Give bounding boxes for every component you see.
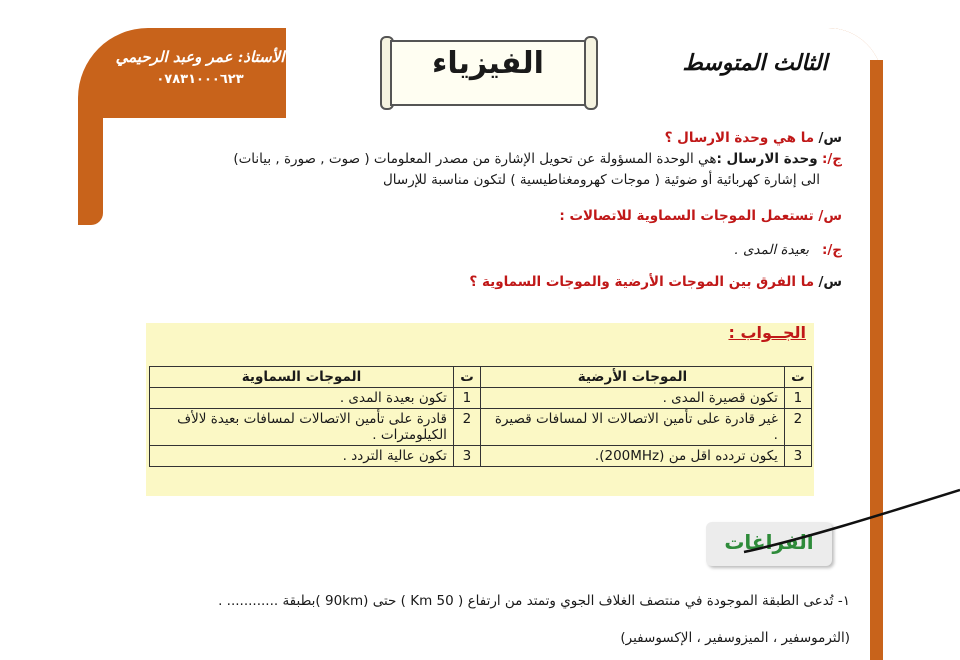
- row-3-num-1: 3: [784, 446, 811, 467]
- row-1-num-1: 1: [784, 388, 811, 409]
- question-3-prefix: س/: [818, 274, 842, 290]
- question-3-text: ما الفرق بين الموجات الأرضية والموجات السماوية ؟: [469, 274, 815, 290]
- row-1-sky: تكون بعيدة المدى .: [150, 388, 454, 409]
- row-3-num-2: 3: [453, 446, 480, 467]
- answer-1-text-1: هي الوحدة المسؤولة عن تحويل الإشارة من مصدر المعلومات ( صوت , صورة , بيانات): [233, 151, 717, 167]
- header-sky-waves: الموجات السماوية: [150, 367, 454, 388]
- answer-2-text: بعيدة المدى .: [734, 242, 810, 258]
- teacher-phone: ٠٧٨٣١٠٠٠٦٢٣: [156, 72, 244, 87]
- header-num-2: ت: [453, 367, 480, 388]
- header-num-1: ت: [784, 367, 811, 388]
- answer-1-term: وحدة الارسال :: [716, 151, 818, 167]
- question-1-text: ما هي وحدة الارسال ؟: [664, 130, 815, 146]
- row-2-ground: غير قادرة على تأمين الاتصالات الا لمسافات قصيرة .: [481, 409, 785, 446]
- teacher-name: الأستاذ: عمر وعبد الرحيمي: [115, 48, 285, 66]
- subject-title: الفيزياء: [432, 46, 544, 81]
- answer-1-line-2: الى إشارة كهربائية أو ضوئية ( موجات كهرومغناطيسية ) لتكون مناسبة للإرسال: [382, 172, 820, 188]
- blank-item-1-options: (الثرموسفير ، الميزوسفير ، الإكسوسفير): [620, 630, 850, 646]
- blanks-title: الفراغات: [724, 530, 814, 554]
- pen-stroke-line: [744, 490, 960, 552]
- answer-2-prefix: ج/:: [821, 242, 842, 258]
- row-3-ground: يكون تردده اقل من (200MHz).: [481, 446, 785, 467]
- blank-item-1: ١- تُدعى الطبقة الموجودة في منتصف الغلاف الجوي وتمتد من ارتفاع ( 50 Km ) حتى (90km )بطبقة ............ .: [218, 593, 850, 609]
- grade-title: الثالث المتوسط: [682, 50, 828, 76]
- row-3-sky: تكون عالية التردد .: [150, 446, 454, 467]
- header-ground-waves: الموجات الأرضية: [481, 367, 785, 388]
- question-2: س/ تستعمل الموجات السماوية للاتصالات :: [559, 208, 842, 224]
- row-2-num-1: 2: [784, 409, 811, 446]
- question-1-prefix: س/: [818, 130, 842, 146]
- row-1-num-2: 1: [453, 388, 480, 409]
- row-2-num-2: 2: [453, 409, 480, 446]
- row-2-sky: قادرة على تأمين الاتصالات لمسافات بعيدة لالأف الكيلومترات .: [150, 409, 454, 446]
- answer-label: الجــواب :: [728, 323, 806, 342]
- answer-1-prefix: ج/:: [821, 151, 842, 167]
- row-1-ground: تكون قصيرة المدى .: [481, 388, 785, 409]
